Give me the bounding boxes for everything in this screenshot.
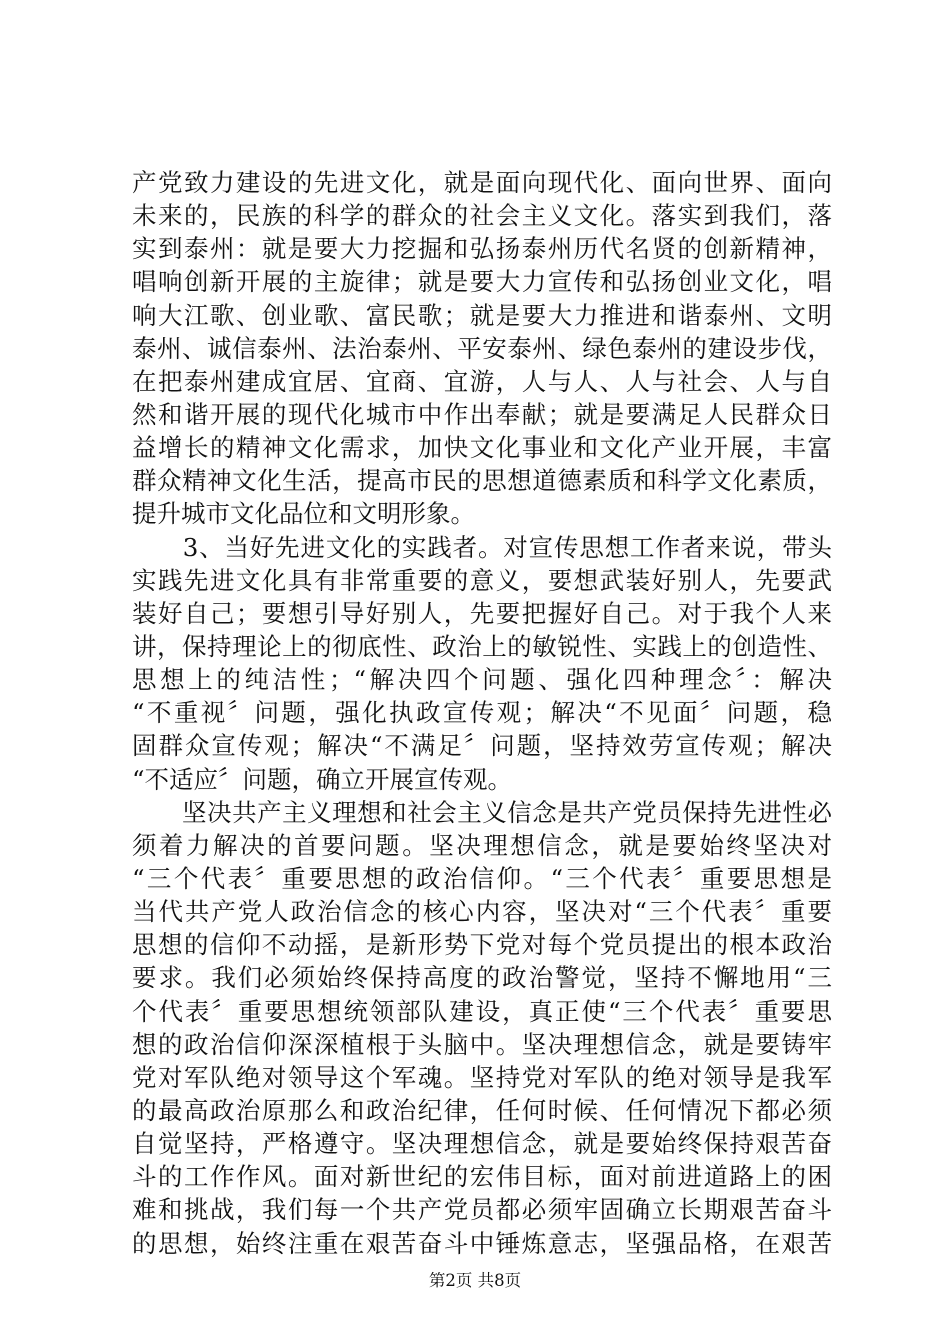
paragraph-first-line: 3、当好先进文化的实践者。对宣传思想工作者来说，带头 <box>132 532 832 562</box>
text-line: “三个代表〞重要思想的政治信仰。“三个代表〞重要思想是 <box>132 863 832 893</box>
text-line: 益增长的精神文化需求，加快文化事业和文化产业开展，丰富 <box>132 433 832 463</box>
text-line: 的最高政治原那么和政治纪律，任何时候、任何情况下都必须 <box>132 1095 832 1125</box>
text-line: 当代共产党人政治信念的核心内容，坚决对“三个代表〞重要 <box>132 897 832 927</box>
text-line: 装好自己；要想引导好别人，先要把握好自己。对于我个人来 <box>132 598 832 628</box>
paragraph-first-line: 坚决共产主义理想和社会主义信念是共产党员保持先进性必 <box>132 797 832 827</box>
text-line: 在把泰州建成宜居、宜商、宜游，人与人、人与社会、人与自 <box>132 366 832 396</box>
text-line: 未来的，民族的科学的群众的社会主义文化。落实到我们，落 <box>132 201 832 231</box>
text-line: 然和谐开展的现代化城市中作出奉献；就是要满足人民群众日 <box>132 399 832 429</box>
body-text <box>132 166 832 1260</box>
text-line: 思想的信仰不动摇，是新形势下党对每个党员提出的根本政治 <box>132 930 832 960</box>
text-line: 响大江歌、创业歌、富民歌；就是要大力推进和谐泰州、文明 <box>132 300 832 330</box>
text-line: 党对军队绝对领导这个军魂。坚持党对军队的绝对领导是我军 <box>132 1062 832 1092</box>
paragraph-last-line: “不适应〞问题，确立开展宣传观。 <box>132 764 513 794</box>
text-line: 讲，保持理论上的彻底性、政治上的敏锐性、实践上的创造性、 <box>132 631 832 661</box>
text-line: 固群众宣传观；解决“不满足〞问题，坚持效劳宣传观；解决 <box>132 731 832 761</box>
text-line: 产党致力建设的先进文化，就是面向现代化、面向世界、面向 <box>132 168 832 197</box>
text-line: 个代表〞重要思想统领部队建设，真正使“三个代表〞重要思 <box>132 996 832 1026</box>
text-line: 难和挑战，我们每一个共产党员都必须牢固确立长期艰苦奋斗 <box>132 1195 832 1225</box>
text-line: 思想上的纯洁性；“解决四个问题、强化四种理念〞：解决 <box>132 665 832 695</box>
text-line: 泰州、诚信泰州、法治泰州、平安泰州、绿色泰州的建设步伐， <box>132 333 832 363</box>
text-line: 的思想，始终注重在艰苦奋斗中锤炼意志，坚强品格，在艰苦 <box>132 1228 832 1258</box>
text-line: 实践先进文化具有非常重要的意义，要想武装好别人，先要武 <box>132 565 832 595</box>
text-line: 要求。我们必须始终保持高度的政治警觉，坚持不懈地用“三 <box>132 963 832 993</box>
text-line: 群众精神文化生活，提高市民的思想道德素质和科学文化素质， <box>132 466 832 496</box>
page-footer: 第2页 共8页 <box>428 1271 522 1290</box>
text-line: 唱响创新开展的主旋律；就是要大力宣传和弘扬创业文化，唱 <box>132 267 832 297</box>
text-line: 自觉坚持，严格遵守。坚决理想信念，就是要始终保持艰苦奋 <box>132 1129 832 1159</box>
text-line: 想的政治信仰深深植根于头脑中。坚决理想信念，就是要铸牢 <box>132 1029 832 1059</box>
paragraph-last-line: 提升城市文化品位和文明形象。 <box>132 499 475 529</box>
text-line: 实到泰州：就是要大力挖掘和弘扬泰州历代名贤的创新精神， <box>132 234 832 264</box>
text-line: 须着力解决的首要问题。坚决理想信念，就是要始终坚决对 <box>132 830 832 860</box>
text-line: 斗的工作作风。面对新世纪的宏伟目标，面对前进道路上的困 <box>132 1162 832 1192</box>
text-line: “不重视〞问题，强化执政宣传观；解决“不见面〞问题，稳 <box>132 698 832 728</box>
